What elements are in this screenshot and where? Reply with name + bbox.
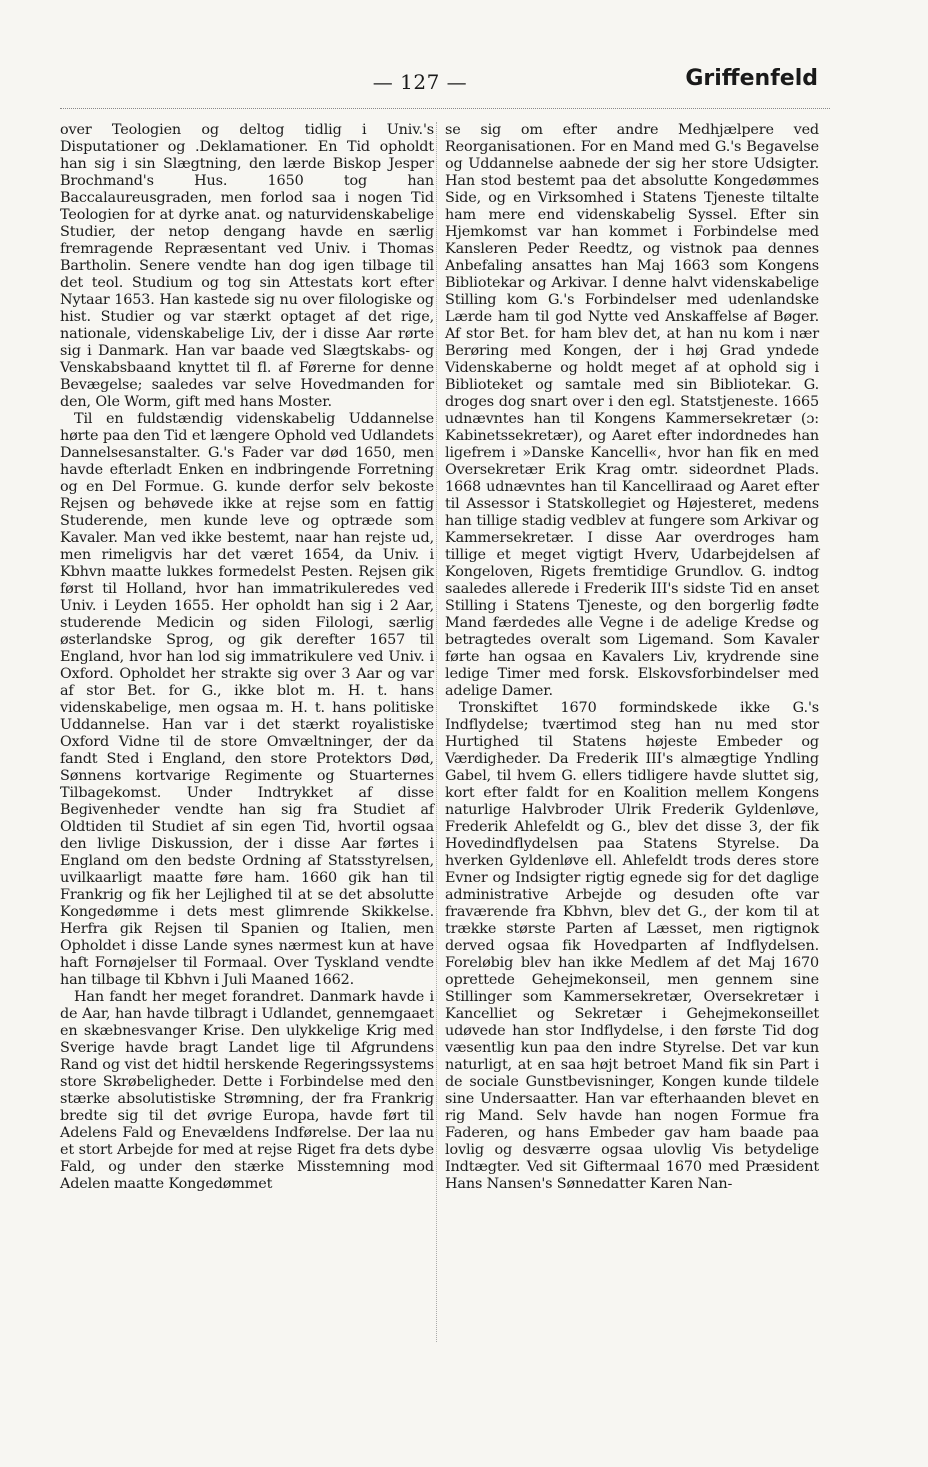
right-column bbox=[445, 122, 819, 1193]
running-head: Griffenfeld bbox=[685, 66, 818, 91]
paragraph: Tronskiftet 1670 formindskede ikke G.'s Indflydelse; tværtimod steg han nu med stor Hurtighed til Statens højeste Embeder og Værdigheder. Da Frederik III's almægtige Yndling Gabel, til hvem G. ellers tidligere havde sluttet sig, kort efter faldt for en Koalition mellem Kongens naturlige Halvbroder Ulrik Frederik Gyldenløve, Frederik Ahlefeldt og G., blev det disse 3, der fik Hovedindflydelsen paa Statens Styrelse. Da hverken Gyldenløve ell. Ahlefeldt trods deres store Evner og Indsigter rigtig egnede sig for det daglige administrative Arbejde og desuden ofte var fraværende fra Kbhvn, blev det G., der kom til at trække største Parten af Læsset, men rigtignok derved ogsaa fik Hovedparten af Indflydelsen. Foreløbig blev han ikke Medlem af det Maj 1670 oprettede Gehejmekonseil, men gennem sine Stillinger som Kammersekretær, Oversekretær i Kancelliet og Sekretær i Gehejmekonseillet udøvede han stor Indflydelse, i den første Tid dog væsentlig kun paa den indre Styrelse. Det var kun naturligt, at en saa højt betroet Mand fik sin Part i de sociale Gunstbevisninger, Kongen kunde tildele sine Undersaatter. Han var efterhaanden blevet en rig Mand. Selv havde han nogen Formue fra Faderen, og hans Embeder gav ham baade paa lovlig og desværre ogsaa ulovlig Vis betydelige Indtægter. Ved sit Giftermaal 1670 med Præsident Hans Nansen's Sønnedatter Karen Nan- bbox=[445, 700, 819, 1192]
header-rule bbox=[60, 108, 830, 109]
paragraph: se sig om efter andre Medhjælpere ved Reorganisationen. For en Mand med G.'s Begavelse og Uddannelse aabnede der sig her store Udsigter. Han stod bestemt paa det absolutte Kongedømmes Side, og en Virksomhed i Statens Tjeneste tiltalte ham mere end videnskabelig Syssel. Efter sin Hjemkomst var han kommet i Forbindelse med Kansleren Peder Reedtz, og vistnok paa dennes Anbefaling ansattes han Maj 1663 som Kongens Bibliotekar og Arkivar. I denne halvt videnskabelige Stilling kom G.'s Forbindelser med udenlandske Lærde ham til god Nytte ved Anskaffelse af Bøger. Af stor Bet. for ham blev det, at han nu kom i nær Berøring med Kongen, der i høj Grad yndede Videnskaberne og holdt meget af at ophold sig i Biblioteket og samtale med sin Bibliotekar. G. droges dog snart over i den egl. Statstjeneste. 1665 udnævntes han til Kongens Kammersekretær (ɔ: Kabinetssekretær), og Aaret efter indordnedes han ligefrem i »Danske Kancelli«, hvor han fik en med Oversekretær Erik Krag omtr. sideordnet Plads. 1668 udnævntes han til Kancelliraad og Aaret efter til Assessor i Statskollegiet og Højesteret, medens han tillige stadig vedblev at fungere som Arkivar og Kammersekretær. I disse Aar overdroges ham tillige et meget vigtigt Hverv, Udarbejdelsen af Kongeloven, Rigets fremtidige Grundlov. G. indtog saaledes allerede i Frederik III's sidste Tid en anset Stilling i Statens Tjeneste, og den borgerlig fødte Mand færdedes alle Vegne i de adelige Kredse og betragtedes overalt som Ligemand. Som Kavaler førte han ogsaa en Kavalers Liv, krydrende sine ledige Timer med forsk. Elskovsforbindelser med adelige Damer. bbox=[445, 122, 819, 699]
column-divider bbox=[436, 122, 437, 1342]
left-column bbox=[60, 122, 434, 1193]
page-number: — 127 — bbox=[372, 70, 468, 94]
paragraph: over Teologien og deltog tidlig i Univ.'s Disputationer og .Deklamationer. En Tid opholdt han sig i sin Slægtning, den lærde Biskop Jesper Brochmand's Hus. 1650 tog han Baccalaureusgraden, men forlod saa i nogen Tid Teologien for at dyrke anat. og naturvidenskabelige Studier, der netop dengang havde en særlig fremragende Repræsentant ved Univ. i Thomas Bartholin. Senere vendte han dog igen tilbage til det teol. Studium og tog sin Attestats kort efter Nytaar 1653. Han kastede sig nu over filologiske og hist. Studier og var stærkt optaget af det rige, nationale, videnskabelige Liv, der i disse Aar rørte sig i Danmark. Han var baade ved Slægtskabs- og Venskabsbaand knyttet til fl. af Førerne for denne Bevægelse; saaledes var selve Hovedmanden for den, Ole Worm, gift med hans Moster. bbox=[60, 122, 434, 410]
paragraph: Han fandt her meget forandret. Danmark havde i de Aar, han havde tilbragt i Udlandet, gennemgaaet en skæbnesvanger Krise. Den ulykkelige Krig med Sverige havde bragt Landet lige til Afgrundens Rand og vist det hidtil herskende Regeringssystems store Skrøbeligheder. Dette i Forbindelse med den stærke absolutistiske Strømning, der fra Frankrig bredte sig til det øvrige Europa, havde ført til Adelens Fald og Enevældens Indførelse. Der laa nu et stort Arbejde for med at rejse Riget fra dets dybe Fald, og under den stærke Misstemning mod Adelen maatte Kongedømmet bbox=[60, 989, 434, 1192]
paragraph: Til en fuldstændig videnskabelig Uddannelse hørte paa den Tid et længere Ophold ved Udlandets Dannelsesanstalter. G.'s Fader var død 1650, men havde efterladt Enken en indbringende Forretning og en Del Formue. G. kunde derfor selv bekoste Rejsen og behøvede ikke at rejse som en fattig Studerende, men kunde leve og optræde som Kavaler. Man ved ikke bestemt, naar han rejste ud, men rimeligvis har det været 1654, da Univ. i Kbhvn maatte lukkes formedelst Pesten. Rejsen gik først til Holland, hvor han immatrikuleredes ved Univ. i Leyden 1655. Her opholdt han sig i 2 Aar, studerende Medicin og siden Filologi, særlig østerlandske Sprog, og gik derefter 1657 til England, hvor han lod sig immatrikulere ved Univ. i Oxford. Opholdet her strakte sig over 3 Aar og var af stor Bet. for G., ikke blot m. H. t. hans videnskabelige, men ogsaa m. H. t. hans politiske Uddannelse. Han var i det stærkt royalistiske Oxford Vidne til de store Omvæltninger, der da fandt Sted i England, den store Protektors Død, Sønnens kortvarige Regimente og Stuarternes Tilbagekomst. Under Indtrykket af disse Begivenheder vendte han sig fra Studiet af Oldtiden til Studiet af sin egen Tid, hvortil ogsaa den livlige Diskussion, der i disse Aar førtes i England om den bedste Ordning af Statsstyrelsen, uvilkaarligt maatte føre ham. 1660 gik han til Frankrig og fik her Lejlighed til at se det absolutte Kongedømme i dets mest glimrende Skikkelse. Herfra gik Rejsen til Spanien og Italien, men Opholdet i disse Lande synes nærmest kun at have haft Fornøjelser til Formaal. Over Tyskland vendte han tilbage til Kbhvn i Juli Maaned 1662. bbox=[60, 411, 434, 988]
